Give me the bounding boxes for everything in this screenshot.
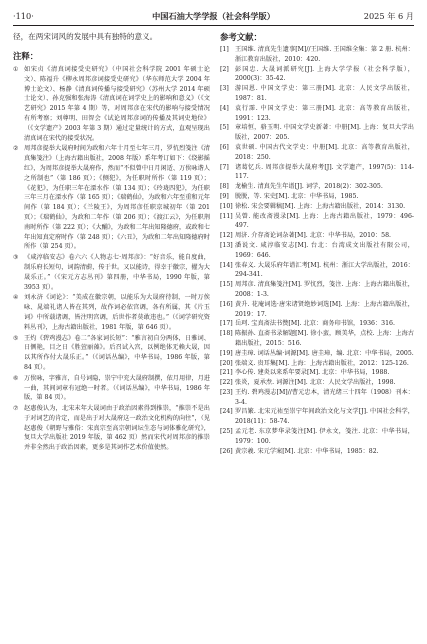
reference-text: 周济. 介存斋论词杂著[M]. 北京：中华书局，2010：58. xyxy=(235,232,391,240)
reference-item xyxy=(220,241,414,261)
note-text: 赵惠俊认为，北宋末年大晟词由于政治因素得到推崇，“推崇不是出于对词艺的肯定，而是出于对大晟府这一政治文化机构的向往”，（见赵惠俊《朝野与雅俗：宋真宗至高宗朝词坛生态与词体雅化研究》，复旦大学出版社 2019 年版，第 462 页）然而宋代对周邦彦的推崇并非全然出于政治因素，更多是其词作艺术价值使然。 xyxy=(24,405,210,452)
reference-item xyxy=(220,192,414,202)
reference-item xyxy=(220,319,414,329)
reference-item xyxy=(220,378,414,388)
reference-number: [12] xyxy=(220,232,233,240)
right-column xyxy=(220,31,414,456)
reference-text: 彭国忠. 大晟词派研究[J]. 上海大学学报（社会科学版），2000(3)：35-42. xyxy=(235,65,414,83)
reference-text: 游国恩. 中国文学史：第三册[M]. 北京：人民文学出版社，1987：81. xyxy=(235,85,414,102)
reference-text: 脱脱，等. 宋史[M]. 北京：中华书局，1985. xyxy=(235,192,359,200)
references-title: 参考文献： xyxy=(220,32,262,42)
reference-item xyxy=(220,84,414,104)
note-item xyxy=(13,374,210,403)
reference-item xyxy=(220,45,414,65)
reference-item xyxy=(220,261,414,281)
reference-number: [21] xyxy=(220,369,233,377)
note-text: 刘永济《词论》：“美成在徽宗朝，以能乐为大晟府待制，一时万俟咏、晁端礼诸人皆在其列，故作词必依宫调，各有所属，其《片玉词》中所载诸调，皆注明宫调，后世作者莫敢违也。”（《词学研究资料丛刊》，上海古籍出版社，1981 年版，第 646 页）。 xyxy=(24,294,210,331)
reference-text: 张端义. 贵耳集[M]. 上海：上海古籍出版社，2012：125-126. xyxy=(235,359,409,367)
note-item xyxy=(13,65,210,143)
reference-item xyxy=(220,231,414,241)
reference-item xyxy=(220,182,414,192)
reference-number: [16] xyxy=(220,300,233,308)
note-item xyxy=(13,334,210,373)
reference-text: 袁世硕. 中国古代文学史：中册[M]. 北京：高等教育出版社，2018：250. xyxy=(235,143,414,161)
notes-list xyxy=(13,65,210,453)
reference-text: 张春义. 大晟乐府年谱汇考[M]. 杭州：浙江大学出版社，2016：294-341. xyxy=(235,261,414,279)
reference-item xyxy=(220,427,414,447)
reference-number: [3] xyxy=(220,85,229,93)
reference-number: [23] xyxy=(220,388,233,396)
note-text: 万俟咏，字雅言，自号词隐，崇宁中充大晟府制撰，依月用律，月进一曲，其间词章有冠绝一时者。（《词话丛编》，中华书局，1986 年版，第 84 页）。 xyxy=(24,374,210,402)
note-item xyxy=(13,253,210,292)
reference-number: [1] xyxy=(220,46,229,53)
note-marker: ⑥ xyxy=(13,374,19,382)
notes-title: 注释： xyxy=(13,51,39,61)
reference-number: [15] xyxy=(220,281,233,289)
note-item xyxy=(13,144,210,252)
reference-number: [22] xyxy=(220,379,233,387)
reference-list xyxy=(220,45,414,456)
reference-text: 岳珂. 宝真斋法书赞[M]. 北京：商务印书馆，1936：316. xyxy=(235,320,395,328)
note-marker: ⑤ xyxy=(13,334,19,342)
reference-text: 唐圭璋. 词话丛编·词源[M]. 唐圭璋，编. 北京：中华书局，2005. xyxy=(235,349,414,357)
reference-text: 周邦彦. 清真集笺注[M]. 罗忼烈，笺注. 上海：上海古籍出版社，2008：1-3. xyxy=(235,281,414,298)
journal-title: 中国石油大学学报（社会科学版） xyxy=(152,11,275,21)
reference-item xyxy=(220,368,414,378)
reference-text: 王国维. 清真先生遗事[M]//王国维. 王国维全集：第 2 册. 杭州：浙江教育出版社，2010：420. xyxy=(235,46,414,63)
left-column xyxy=(13,31,210,454)
reference-number: [20] xyxy=(220,359,233,367)
reference-number: [19] xyxy=(220,349,233,357)
reference-item xyxy=(220,212,414,232)
page-number: ·110· xyxy=(13,11,34,21)
reference-number: [11] xyxy=(220,212,233,220)
note-text: 《咸淳临安志》卷六六《人物志七·周邦彦》：“好音乐，能自度曲，制乐府长短句，词韵清蔚，传于世。又以能诗，得幸于徽宗，擢为大晟乐正。”（《宋元方志丛刊》第四册，中华书局，1990 年版，第 3953 页）。 xyxy=(24,254,210,291)
reference-number: [7] xyxy=(220,163,229,171)
note-marker: ⑦ xyxy=(13,405,19,413)
reference-text: 袁行霈. 中国文学史：第三册[M]. 北京：高等教育出版社，1991：123. xyxy=(235,104,414,122)
lead-paragraph: 径，在两宋词风的发展中具有独特的意义。 xyxy=(13,32,158,41)
reference-text: 王灼. 碧鸡漫志[M]//曹元忠本，清光绪三十四年（1908）刊本：3-4. xyxy=(235,388,414,406)
reference-item xyxy=(220,447,414,457)
reference-number: [6] xyxy=(220,143,229,151)
reference-number: [18] xyxy=(220,330,233,338)
reference-item xyxy=(220,143,414,163)
reference-number: [25] xyxy=(220,428,233,436)
note-item xyxy=(13,293,210,332)
reference-text: 徐松. 宋会要辑稿[M]. 上海：上海古籍出版社，2014：3130. xyxy=(235,202,406,210)
reference-number: [24] xyxy=(220,408,233,416)
reference-item xyxy=(220,329,414,349)
reference-text: 潘说文. 咸淳临安志[M]. 台北：台湾成文出版社有限公司，1969：646. xyxy=(235,241,414,259)
note-marker: ② xyxy=(13,145,19,153)
reference-item xyxy=(220,388,414,408)
reference-number: [2] xyxy=(220,65,229,73)
reference-item xyxy=(220,300,414,320)
issue-date: 2025 年 6 月 xyxy=(363,11,414,21)
note-marker: ③ xyxy=(13,254,19,262)
reference-text: 孟元老. 东京梦华录笺注[M]. 伊永文，笺注. 北京：中华书局，1979：100. xyxy=(235,428,414,445)
reference-item xyxy=(220,280,414,300)
reference-number: [5] xyxy=(220,124,229,132)
reference-item xyxy=(220,104,414,124)
reference-text: 张炎，夏承焘. 词源注[M]. 北京：人民文学出版社，1998. xyxy=(235,379,396,387)
note-marker: ① xyxy=(13,66,19,73)
reference-text: 诸葛忆兵. 周邦彦提举大晟府考[J]. 文学遗产，1997(5)：114-117. xyxy=(235,163,414,181)
reference-text: 龙榆生. 清真先生年谱[J]. 词学，2018(2)：302-305. xyxy=(235,183,383,191)
reference-number: [9] xyxy=(220,192,229,200)
reference-item xyxy=(220,202,414,212)
reference-text: 黄升. 花庵词选·唐宋诸贤绝妙词选[M]. 上海：上海古籍出版社，2019：17. xyxy=(235,300,414,318)
running-header xyxy=(13,9,414,26)
note-text: 周邦彦提举大晟府时间为政和六年十月至七年三月，罗忼烈笺注《清真集笺注》（上海古籍出版社，2008 年版）系年考订如下：《绕影摇红》，为周邦彦提举大晟府作，然而“不似曾中日月闲适、万俟咏谐人之所制也”（第 186 页）；《侧犯》，为任职时所作（第 119 页）；《花犯》，为任职三年在溧水作（第 134 页）；《玲珑四犯》，为任职三年三月在溧水作（第 165 页）；《瑞鹤仙》，为政和六年至重和元年间作（第 184 页）；《兰陵王》，为周邦彦任职京城初年（第 201 页）；《瑞鹤仙》，为政和二年作（第 206 页）；《渡江云》，为任职荆南时所作（第 222 页）；《大酺》，为政和二年出知隆德府，或政和七年出知真定府时作（第 248 页）；《六丑》，为政和二年出知隆德府时所作（第 254 页）。 xyxy=(24,145,210,251)
reference-number: [26] xyxy=(220,447,233,455)
reference-text: 陈振孙. 直斋书录解题[M]. 徐小蛮，顾美华，点校. 上海：上海古籍出版社，2015：516. xyxy=(235,330,414,347)
reference-text: 章培恒，骆玉明. 中国文学史新著：中册[M]. 上海：复旦大学出版社，2007：205. xyxy=(235,124,414,142)
reference-item xyxy=(220,407,414,427)
reference-text: 李心传. 建炎以来系年要录[M]. 北京：中华书局，1988. xyxy=(235,369,390,377)
reference-number: [17] xyxy=(220,320,233,328)
note-text: 如宋贞《清真词接受史研究》（中国社会科学院 2001 年硕士论文）、陈福升《柳永周邦彦词接受史研究》（华东师范大学 2004 年博士论文）、杨静《清真词传播与接受研究》（苏州大学 2014 年硕士论文）、孙克强和张海涛《清真词在词学史上的影响和意义》（《文艺研究》2015 年第 4 期）等，对周邦彦在宋代的影响与接受情况有所考察；刘尊明、田智会《试论周邦彦词的传播及其词史地位》（《文学遗产》2003 年第 3 期）通过定量统计的方式，直观呈现出清真词在宋代的接受状况。 xyxy=(24,66,210,142)
note-marker: ④ xyxy=(13,294,19,302)
reference-text: 罗昌繁. 北宋元祐至崇宁年间政治文化与文学[J]. 中国社会科学，2018(11)：58-74. xyxy=(235,408,414,426)
note-text: 王灼《碧鸡漫志》卷二“各家词长短”：“雅言初自分两体，日雅词、日侧艳，目之日《胜萱丽藻》。后召试入宫，以例绝体无赖大晟，因以其所作付大晟乐正。”（《词话丛编》，中华书局，1986 年版，第 84 页）。 xyxy=(24,334,210,371)
note-item xyxy=(13,404,210,453)
reference-number: [10] xyxy=(220,202,233,210)
reference-number: [4] xyxy=(220,104,229,112)
reference-number: [13] xyxy=(220,241,233,249)
reference-item xyxy=(220,123,414,143)
reference-item xyxy=(220,359,414,369)
reference-number: [14] xyxy=(220,261,233,269)
reference-number: [8] xyxy=(220,183,229,191)
reference-item xyxy=(220,65,414,85)
reference-text: 吴曾. 能改斋漫录[M]. 上海：上海古籍出版社，1979：496-497. xyxy=(235,212,414,230)
reference-item xyxy=(220,349,414,359)
reference-text: 黄宗羲. 宋元学案[M]. 北京：中华书局，1985：82. xyxy=(235,447,379,455)
reference-item xyxy=(220,163,414,183)
